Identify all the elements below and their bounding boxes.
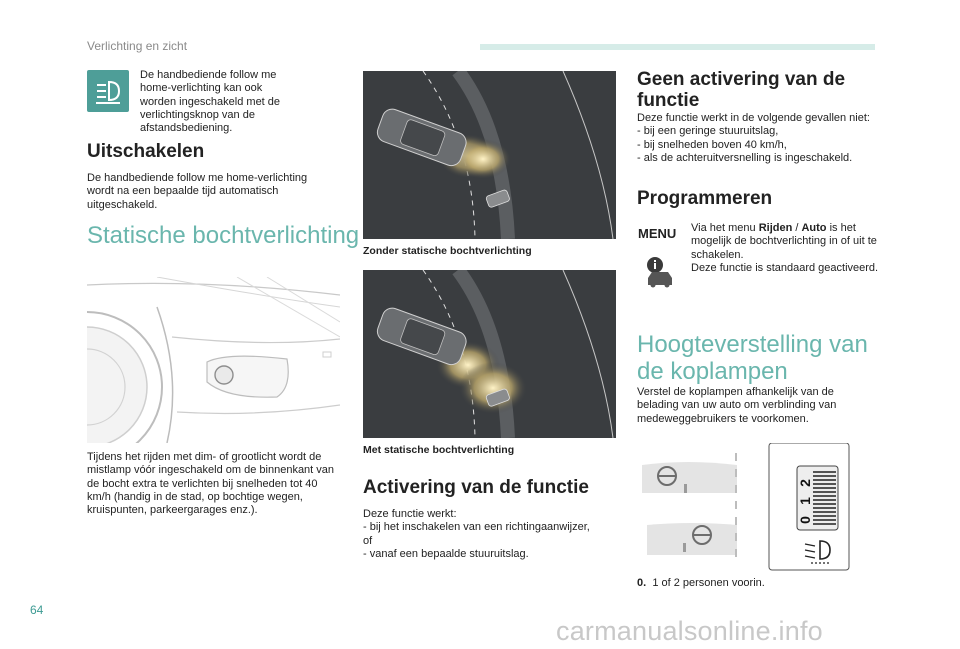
photo-without-cornering (363, 71, 616, 239)
caption-without: Zonder statische bochtverlichting (363, 245, 532, 257)
activering-title: Activering van de functie (363, 477, 589, 498)
programmeren-text (691, 222, 881, 275)
prog-sep: / (792, 222, 802, 234)
footnote (637, 577, 877, 590)
uitschakelen-text: De handbediende follow me home-verlichting wordt na een bepaalde tijd automatisch uitgeschakeld. (87, 172, 308, 211)
geen-item2: - bij snelheden boven 40 km/h, (637, 138, 787, 151)
section-header: Verlichting en zicht (87, 39, 188, 53)
geen-intro: Deze functie werkt in de volgende gevallen niet: (637, 112, 870, 124)
geen-activering-title: Geen activering van de functie (637, 69, 846, 111)
activering-item1: - bij het inschakelen van een richtingaanwijzer, (363, 521, 590, 534)
prog-bold-auto: Auto (801, 222, 827, 234)
fog-lamp-illustration (87, 277, 340, 443)
dial-label-2: 2 (797, 479, 813, 487)
prog-bold-rijden: Rijden (758, 222, 793, 234)
activering-block (363, 508, 603, 561)
prog-text-post: is het mogelijk de bochtverlichting in of uit te schakelen. (691, 222, 877, 261)
follow-me-home-icon (87, 70, 129, 112)
activering-item2: - vanaf een bepaalde stuuruitslag. (363, 547, 529, 560)
statische-title: Statische bochtverlichting (87, 222, 360, 249)
page-number: 64 (30, 603, 44, 617)
geen-item1: - bij een geringe stuuruitslag, (637, 125, 779, 138)
activering-of: of (363, 534, 373, 547)
statische-text: Tijdens het rijden met dim- of grootlicht wordt de mistlamp vóór ingeschakeld om de binnenkant van de bocht extra te verlichten bij snelheden tot 40 km/h (handig in de stad, op bochtige wegen, kruispunten, parkeergarages enz.). (87, 451, 335, 517)
geen-item3: - als de achteruitversnelling is ingeschakeld. (637, 151, 853, 164)
geen-block (637, 112, 877, 165)
activering-intro: Deze functie werkt: (363, 508, 457, 520)
watermark: carmanualsonline.info (556, 616, 823, 646)
menu-label: MENU (638, 226, 677, 241)
caption-with: Met statische bochtverlichting (363, 444, 515, 456)
hoogteverstelling-title: Hoogteverstelling van de koplampen (637, 331, 868, 385)
footnote-text: 1 of 2 personen voorin. (652, 577, 765, 589)
dial-label-0: 0 (797, 516, 813, 524)
headlamp-adjust-illustration (637, 443, 852, 573)
header-bar (480, 44, 875, 50)
programmeren-title: Programmeren (637, 188, 773, 209)
programmeren-text2: Deze functie is standaard geactiveerd. (691, 261, 879, 274)
photo-with-cornering (363, 270, 616, 438)
car-info-icon (645, 256, 675, 288)
dial-label-1: 1 (797, 497, 813, 505)
hoogteverstelling-text: Verstel de koplampen afhankelijk van de belading van uw auto om verblinding van medeweggebruikers te voorkomen. (637, 386, 837, 425)
prog-text-pre: Via het menu (691, 222, 759, 234)
uitschakelen-title: Uitschakelen (87, 141, 205, 162)
footnote-num: 0. (637, 577, 647, 589)
intro-text: De handbediende follow me home-verlichting kan ook worden ingeschakeld met de verlichtingsknop van de afstandsbediening. (140, 69, 281, 135)
